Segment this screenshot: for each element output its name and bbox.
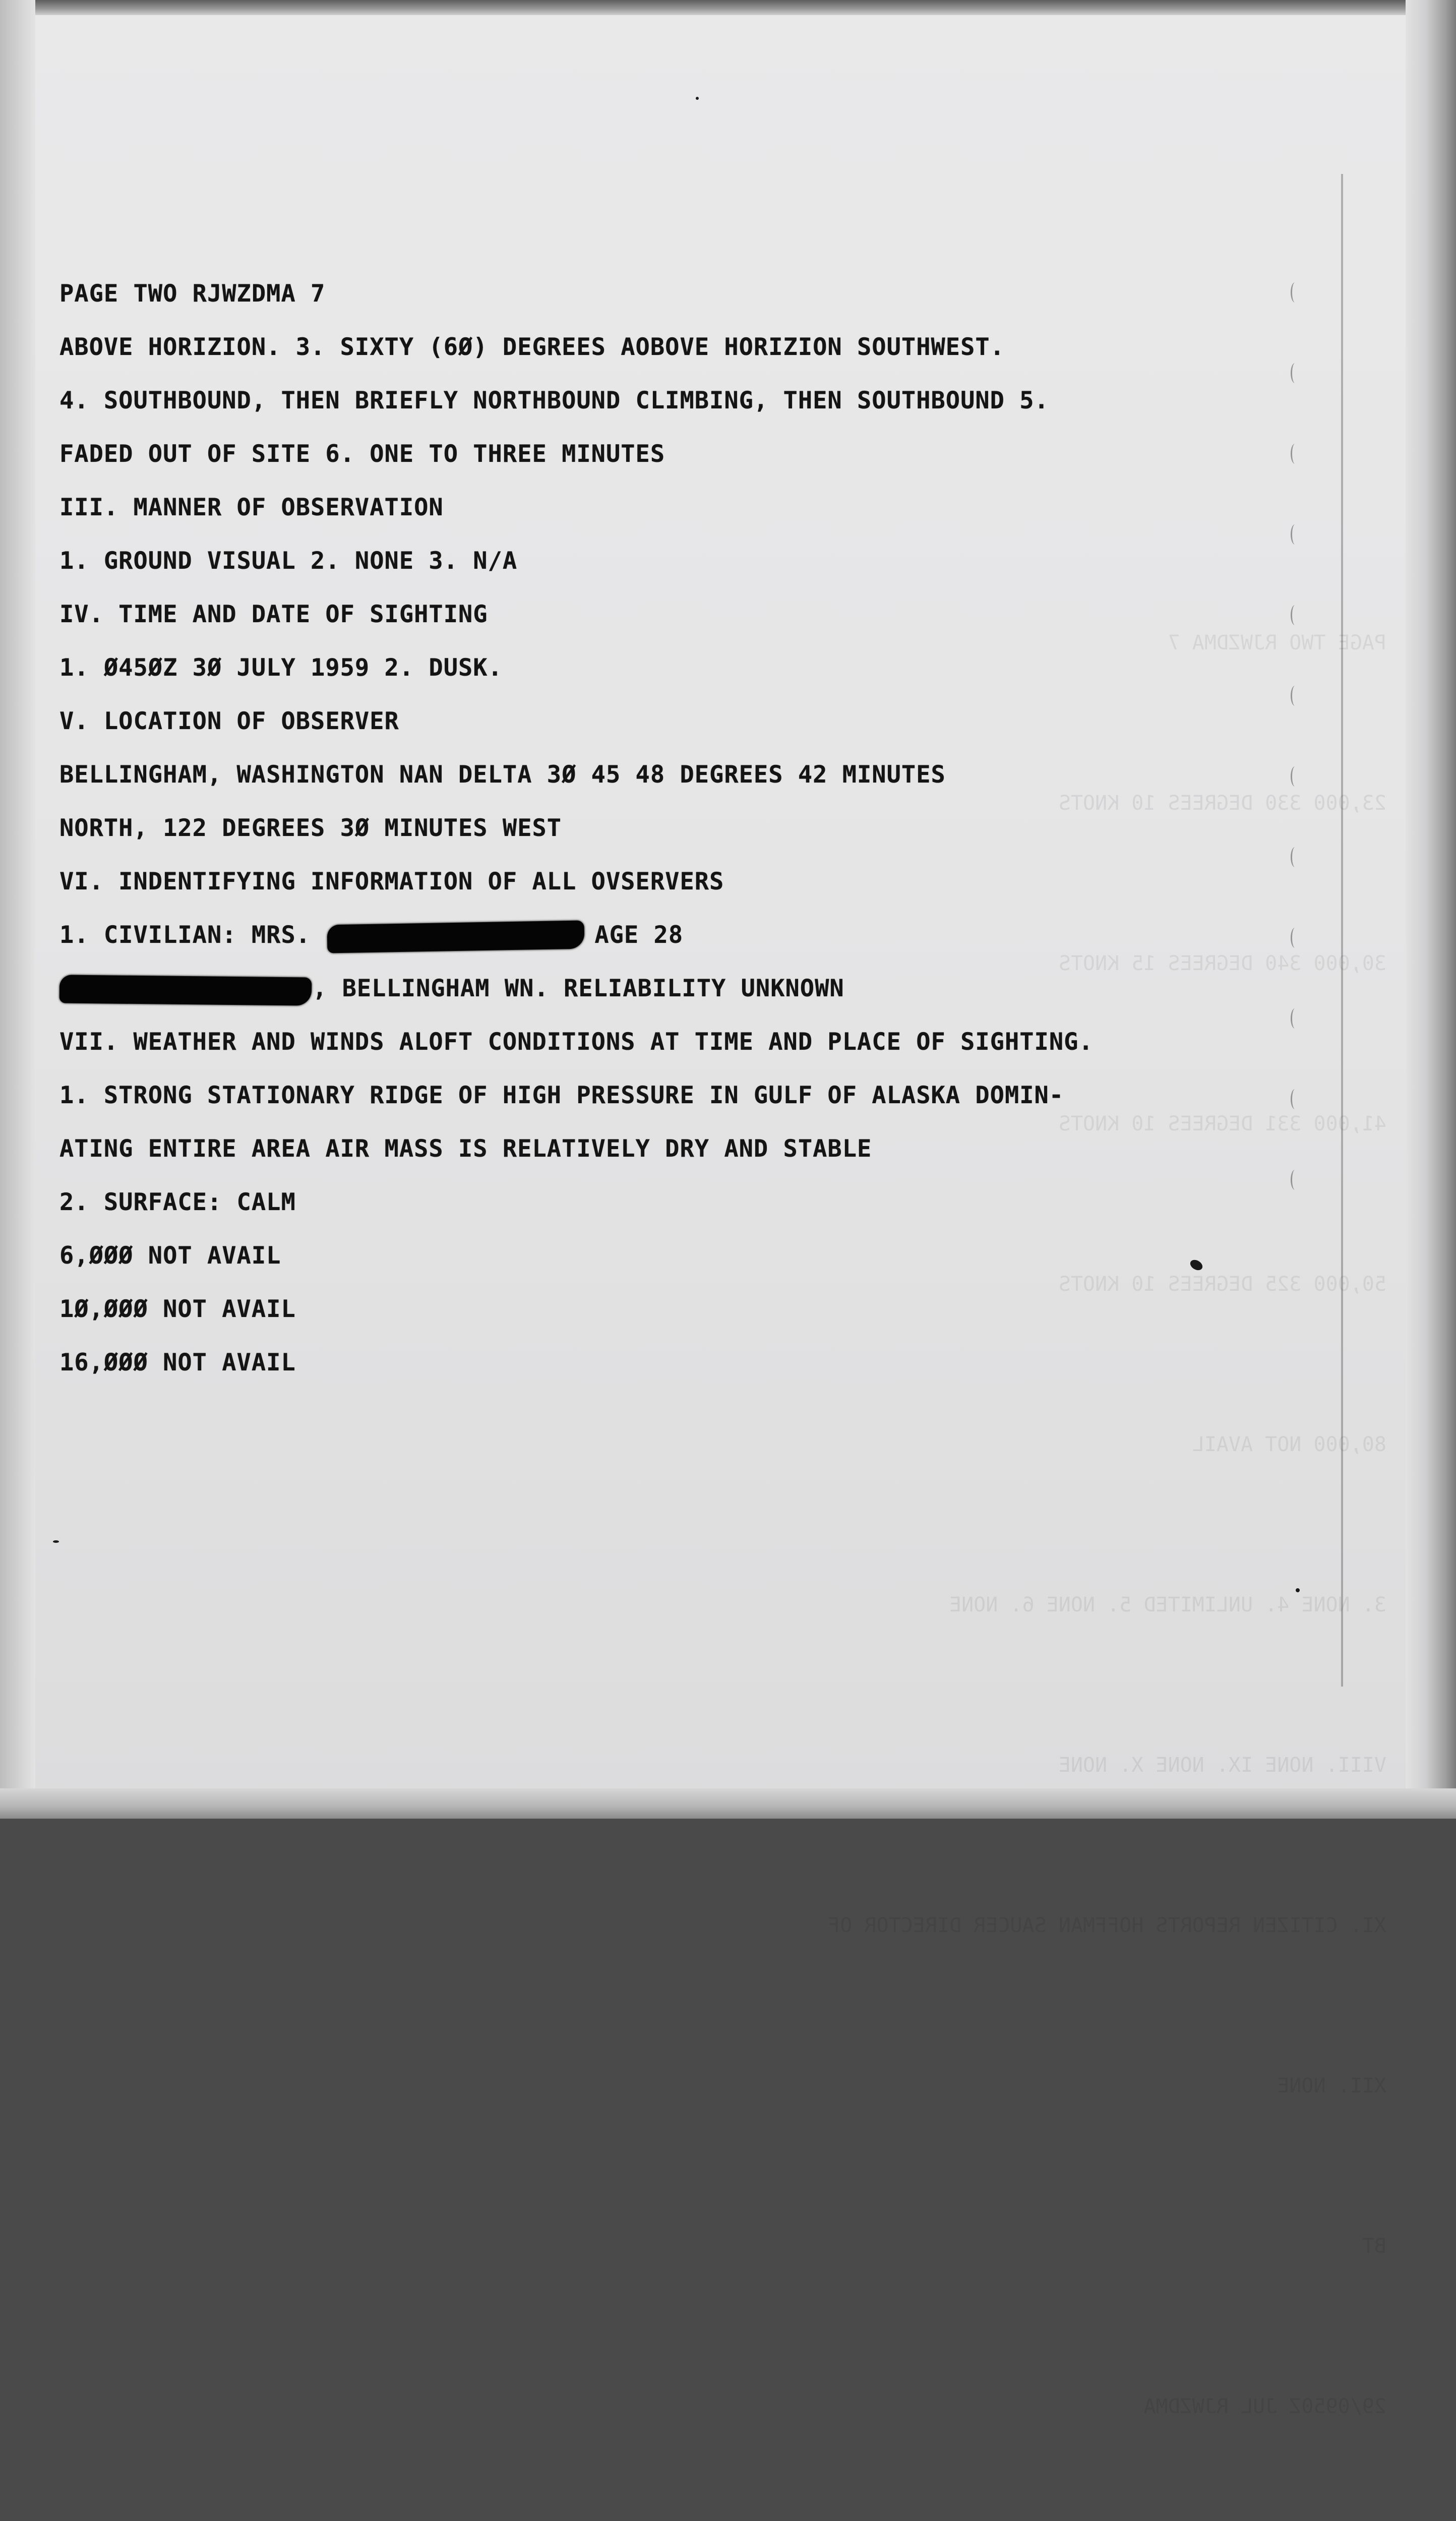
bleed-line: 30,000 340 DEGREES 15 KNOTS (1058, 952, 1386, 975)
bleed-line: 29/0950Z JUL RJWZDMA (1143, 2395, 1386, 2418)
text-line: 1. Ø45ØZ 3Ø JULY 1959 2. DUSK. (59, 654, 503, 682)
scan-border-left (0, 0, 35, 1819)
bleed-line: XI. CITIZEN REPORTS HOFFMAN SAUCER DIRECTOR OF (828, 1914, 1386, 1937)
section-heading: V. LOCATION OF OBSERVER (59, 707, 399, 735)
text-line: 4. SOUTHBOUND, THEN BRIEFLY NORTHBOUND CLIMBING, THEN SOUTHBOUND 5. (59, 387, 1049, 414)
text-line: 16,ØØØ NOT AVAIL (59, 1349, 296, 1376)
civilian-prefix: 1. CIVILIAN: MRS. (59, 921, 311, 949)
bleed-line: 80,000 NOT AVAIL (1192, 1433, 1386, 1456)
ink-speck (696, 97, 699, 100)
section-heading: VI. INDENTIFYING INFORMATION OF ALL OVSERVERS (59, 868, 724, 895)
text-line: ABOVE HORIZION. 3. SIXTY (6Ø) DEGREES AOBOVE HORIZION SOUTHWEST. (59, 333, 1005, 361)
bleed-line: 3. NONE 4. UNLIMITED 5. NONE 6. NONE (949, 1593, 1386, 1616)
form-tick (1291, 686, 1299, 706)
text-line: 1. STRONG STATIONARY RIDGE OF HIGH PRESSURE IN GULF OF ALASKA DOMIN- (59, 1082, 1064, 1109)
redaction-name (327, 920, 585, 953)
text-line: BELLINGHAM, WASHINGTON NAN DELTA 3Ø 45 48 DEGREES 42 MINUTES (59, 761, 946, 789)
text-line: ATING ENTIRE AREA AIR MASS IS RELATIVELY DRY AND STABLE (59, 1135, 872, 1163)
text-line: 2. SURFACE: CALM (59, 1188, 296, 1216)
civilian-age: AGE 28 (594, 921, 684, 949)
form-tick (1291, 847, 1299, 867)
bleed-line: BT (1362, 2235, 1386, 2258)
form-tick (1291, 444, 1299, 464)
form-tick (1291, 1089, 1299, 1109)
text-line: NORTH, 122 DEGREES 3Ø MINUTES WEST (59, 814, 562, 842)
scan-border-top (0, 0, 1456, 15)
ink-speck (1296, 1588, 1300, 1592)
bleed-line: PAGE TWO RJWZDMA 7 (1168, 631, 1386, 654)
scan-border-right (1406, 0, 1456, 1819)
form-tick (1291, 766, 1299, 787)
bleed-line: 41,000 331 DEGREES 10 KNOTS (1058, 1112, 1386, 1135)
bleed-line: XII. NONE (1277, 2074, 1386, 2097)
text-line: 6,ØØØ NOT AVAIL (59, 1242, 281, 1270)
text-line: 1Ø,ØØØ NOT AVAIL (59, 1295, 296, 1323)
bleed-line: VIII. NONE IX. NONE X. NONE (1058, 1754, 1386, 1777)
page-header: PAGE TWO RJWZDMA 7 (59, 280, 326, 308)
section-heading: IV. TIME AND DATE OF SIGHTING (59, 601, 488, 628)
bleed-line: 23,000 330 DEGREES 10 KNOTS (1058, 792, 1386, 815)
address-line (59, 962, 1310, 1015)
form-tick (1291, 363, 1299, 383)
form-tick (1291, 524, 1299, 545)
form-tick (1291, 605, 1299, 625)
redaction-address (59, 975, 312, 1005)
text-line: 1. GROUND VISUAL 2. NONE 3. N/A (59, 547, 518, 575)
form-tick (1291, 282, 1299, 303)
bleed-line: 50,000 325 DEGREES 10 KNOTS (1058, 1273, 1386, 1296)
section-heading: VII. WEATHER AND WINDS ALOFT CONDITIONS AT TIME AND PLACE OF SIGHTING. (59, 1028, 1094, 1056)
teletype-message (59, 267, 1310, 1390)
civilian-line (59, 909, 1310, 962)
section-heading: III. MANNER OF OBSERVATION (59, 494, 444, 521)
ink-speck (53, 1540, 59, 1543)
text-line: FADED OUT OF SITE 6. ONE TO THREE MINUTES (59, 440, 665, 468)
form-tick (1291, 1008, 1299, 1029)
form-tick (1291, 928, 1299, 948)
address-suffix: , BELLINGHAM WN. RELIABILITY UNKNOWN (313, 975, 844, 1002)
form-tick (1291, 1170, 1299, 1190)
